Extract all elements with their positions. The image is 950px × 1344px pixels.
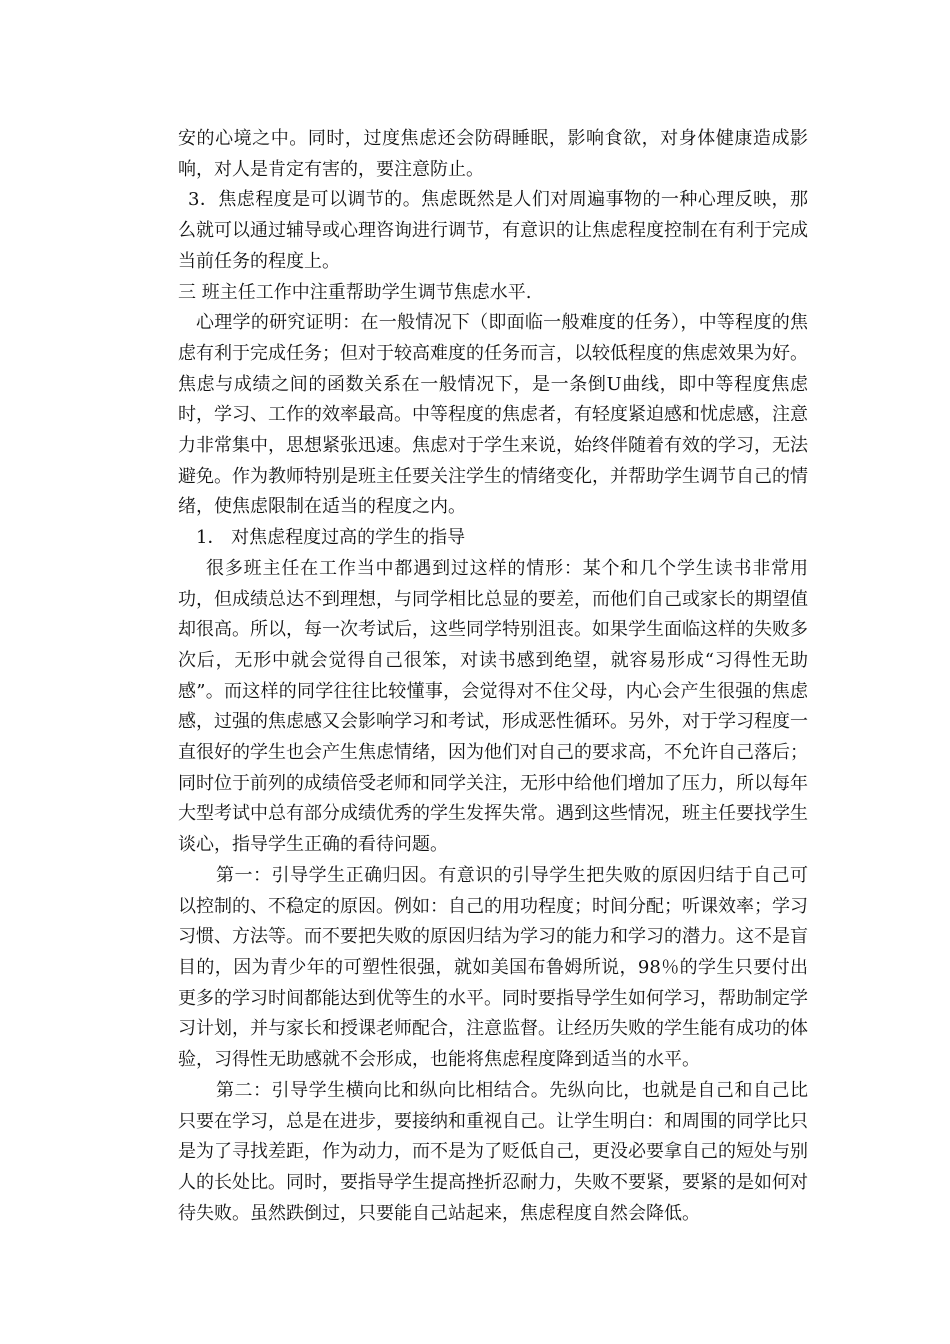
section-heading-three: 三 班主任工作中注重帮助学生调节焦虑水平. (178, 281, 532, 303)
paragraph-teacher-experience: 很多班主任在工作当中都遇到过这样的情形：某个和几个学生读书非常用功，但成绩总达不到理想，与同学相比总显的要差，而他们自己或家长的期望值却很高。所以，每一次考试后，这些同学特别沮丧。如果学生面临这样的失败多次后，无形中就会觉得自己很笨，对读书感到绝望，就容易形成“习得性无助感”。而这样的同学往往比较懂事，会觉得对不住父母，内心会产生很强的焦虑感，过强的焦虑感又会影响学习和考试，形成恶性循环。另外，对于学习程度一直很好的学生也会产生焦虑情绪，因为他们对自己的要求高，不允许自己落后；同时位于前列的成绩倍受老师和同学关注，无形中给他们增加了压力，所以每年大型考试中总有部分成绩优秀的学生发挥失常。遇到这些情况，班主任要找学生谈心，指导学生正确的看待问题。 (178, 557, 808, 856)
subsection-heading-one: 1． 对焦虑程度过高的学生的指导 (196, 527, 466, 549)
paragraph-first-attribution: 第一：引导学生正确归因。有意识的引导学生把失败的原因归结于自己可以控制的、不稳定的原因。例如：自己的用功程度；时间分配；听课效率；学习习惯、方法等。而不要把失败的原因归结为学习的能力和学习的潜力。这不是盲目的，因为青少年的可塑性很强，就如美国布鲁姆所说，98％的学生只要付出更多的学习时间都能达到优等生的水平。同时要指导学生如何学习，帮助制定学习计划，并与家长和授课老师配合，注意监督。让经历失败的学生能有成功的体验，习得性无助感就不会形成，也能将焦虑程度降到适当的水平。 (178, 864, 808, 1071)
paragraph-psychology-research: 心理学的研究证明：在一般情况下（即面临一般难度的任务），中等程度的焦虑有利于完成任务；但对于较高难度的任务而言，以较低程度的焦虑效果为好。焦虑与成绩之间的函数关系在一般情况下，是一条倒U曲线，即中等程度焦虑时，学习、工作的效率最高。中等程度的焦虑者，有轻度紧迫感和忧虑感，注意力非常集中，思想紧张迅速。焦虑对于学生来说，始终伴随着有效的学习，无法避免。作为教师特别是班主任要关注学生的情绪变化，并帮助学生调节自己的情绪，使焦虑限制在适当的程度之内。 (178, 312, 808, 518)
paragraph-anxiety-harm: 安的心境之中。同时，过度焦虑还会防碍睡眠，影响食欲，对身体健康造成影响，对人是肯定有害的，要注意防止。 (178, 128, 808, 180)
paragraph-anxiety-adjustable: 3．焦虑程度是可以调节的。焦虑既然是人们对周遍事物的一种心理反映，那么就可以通过辅导或心理咨询进行调节，有意识的让焦虑程度控制在有利于完成当前任务的程度上。 (178, 189, 808, 272)
paragraph-second-comparison: 第二：引导学生横向比和纵向比相结合。先纵向比，也就是自己和自己比只要在学习，总是在进步，要接纳和重视自己。让学生明白：和周围的同学比只是为了寻找差距，作为动力，而不是为了贬低自己，更没必要拿自己的短处与别人的长处比。同时，要指导学生提高挫折忍耐力，失败不要紧，要紧的是如何对待失败。虽然跌倒过，只要能自己站起来，焦虑程度自然会降低。 (178, 1079, 808, 1224)
document-page (178, 124, 808, 1229)
